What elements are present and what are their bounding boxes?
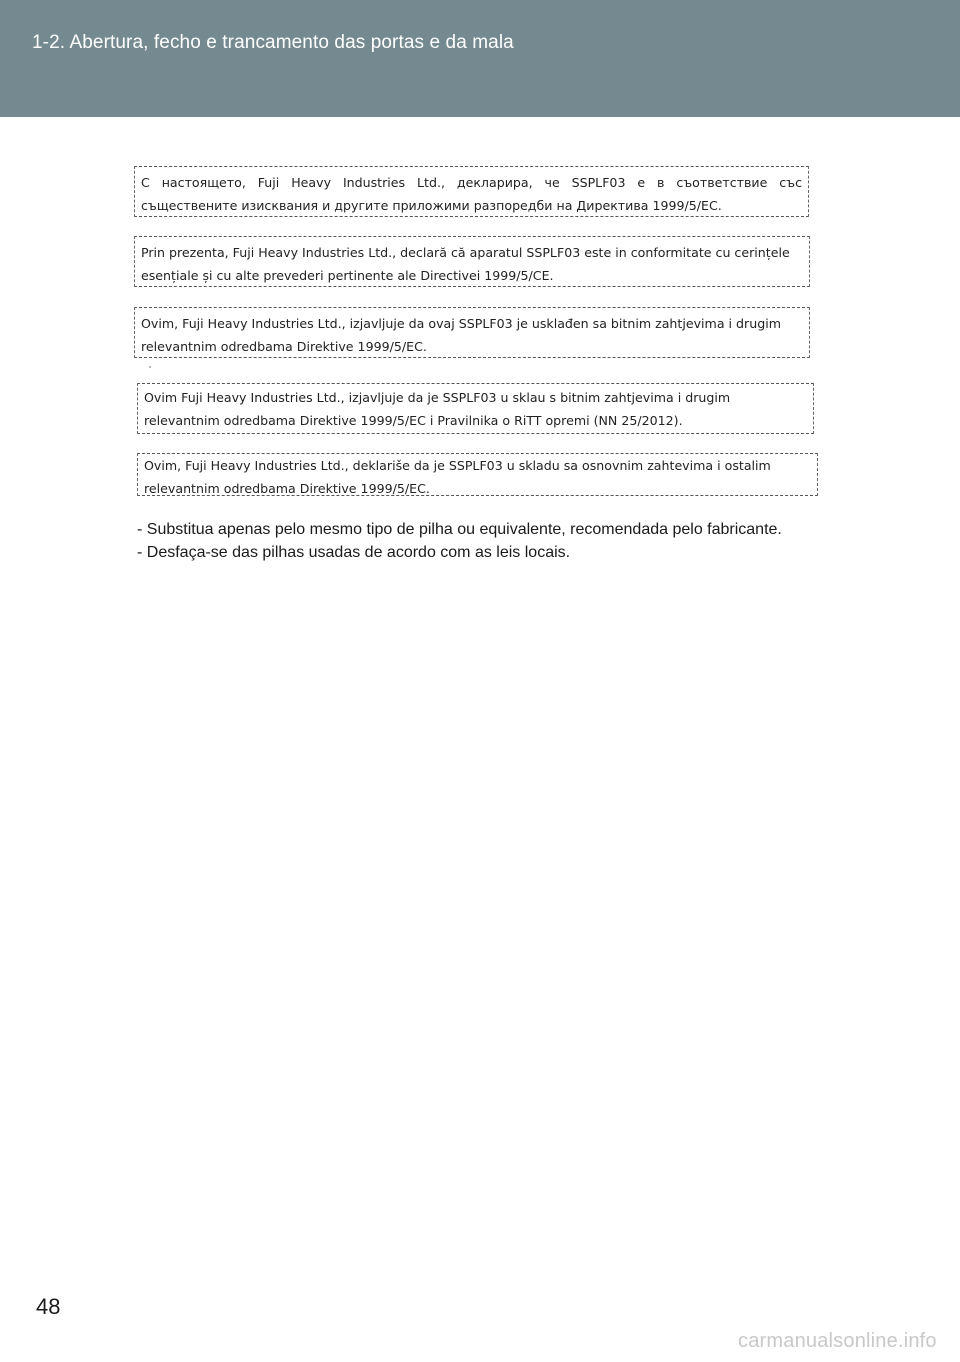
declaration-bulgarian bbox=[134, 166, 809, 217]
battery-notes bbox=[137, 518, 837, 564]
declaration-bosnian bbox=[134, 307, 810, 358]
declaration-line: Ovim, Fuji Heavy Industries Ltd., izjavljuje da ovaj SSPLF03 je usklađen sa bitnim zahtjevima i drugim bbox=[141, 316, 781, 331]
declaration-line: Prin prezenta, Fuji Heavy Industries Ltd., declară că aparatul SSPLF03 este in conformitate cu cerințele bbox=[141, 245, 790, 260]
declaration-serbian bbox=[137, 453, 818, 496]
declaration-romanian bbox=[134, 236, 810, 287]
page-number: 48 bbox=[36, 1294, 61, 1319]
declaration-line: esențiale și cu alte prevederi pertinente ale Directivei 1999/5/CE. bbox=[141, 268, 554, 283]
declaration-line: relevantnim odredbama Direktive 1999/5/EC. bbox=[141, 339, 427, 354]
watermark: carmanualsonline.info bbox=[738, 1330, 937, 1352]
declaration-croatian bbox=[137, 383, 814, 434]
note-item: - Substitua apenas pelo mesmo tipo de pilha ou equivalente, recomendada pelo fabricante. bbox=[137, 521, 782, 538]
note-item: - Desfaça-se das pilhas usadas de acordo com as leis locais. bbox=[137, 544, 571, 561]
section-title: 1-2. Abertura, fecho e trancamento das portas e da mala bbox=[32, 32, 514, 53]
header-bar bbox=[0, 0, 960, 117]
declaration-line: С настоящето, Fuji Heavy Industries Ltd., декларира, че SSPLF03 е в съответствие със bbox=[141, 175, 802, 190]
declaration-line: Ovim, Fuji Heavy Industries Ltd., deklariše da je SSPLF03 u skladu sa osnovnim zahtevima i ostalim bbox=[144, 458, 771, 473]
declaration-line: съществените изисквания и другите приложими разпоредби на Директива 1999/5/ЕС. bbox=[141, 198, 722, 213]
declaration-line: relevantnim odredbama Direktive 1999/5/EC. bbox=[144, 481, 430, 496]
declaration-line: relevantnim odredbama Direktive 1999/5/EC i Pravilnika o RiTT opremi (NN 25/2012). bbox=[144, 413, 683, 428]
scan-speck bbox=[149, 366, 151, 368]
declaration-line: Ovim Fuji Heavy Industries Ltd., izjavljuje da je SSPLF03 u sklau s bitnim zahtjevima i drugim bbox=[144, 390, 731, 405]
